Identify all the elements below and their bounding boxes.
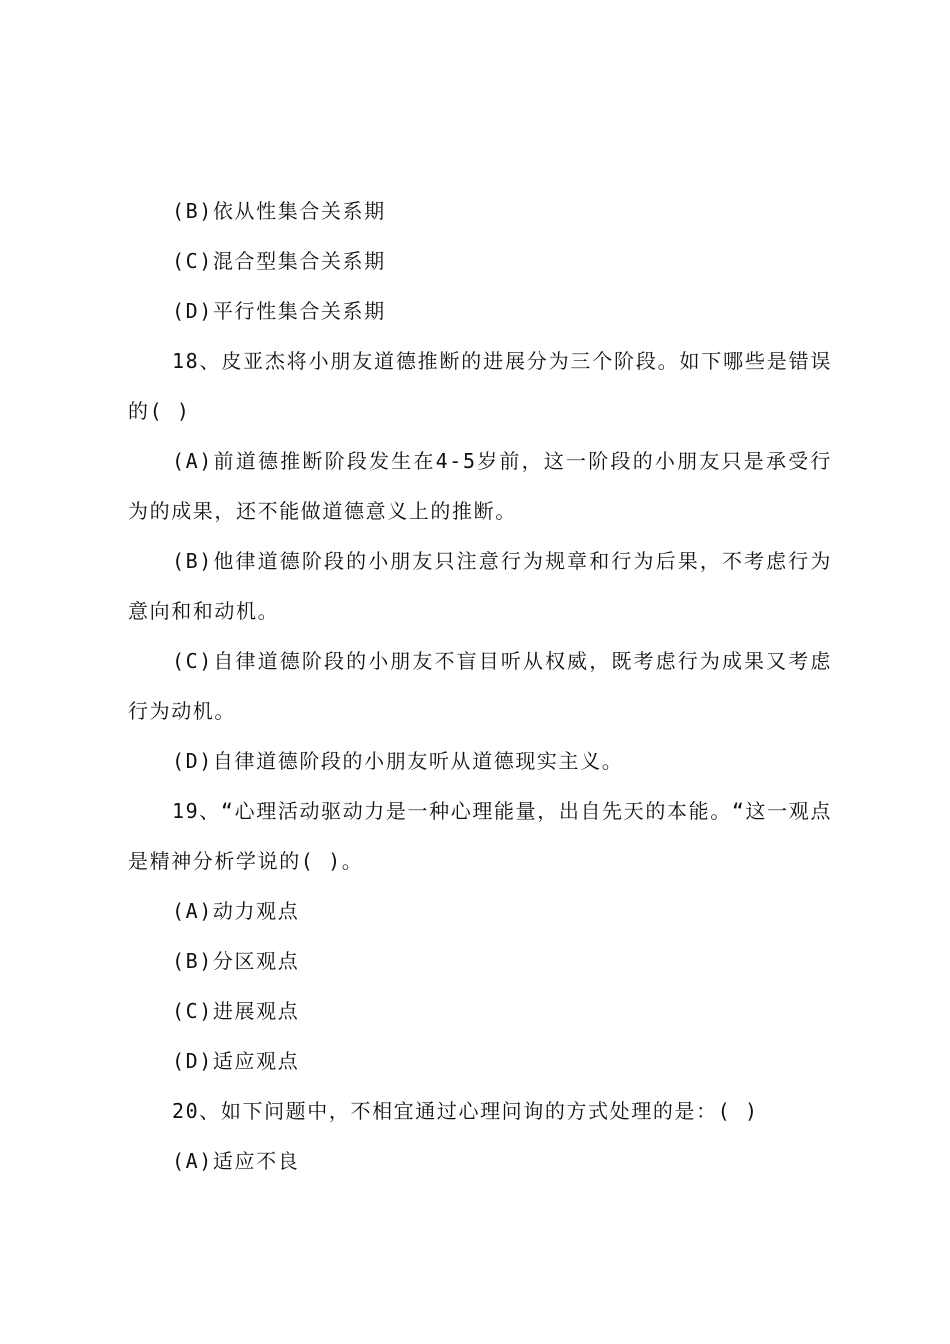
question-20: 20、如下问题中，不相宜通过心理问询的方式处理的是：( ) <box>172 1099 759 1123</box>
option-17c: (C)混合型集合关系期 <box>172 249 386 273</box>
option-18d: (D)自律道德阶段的小朋友听从道德现实主义。 <box>172 749 624 773</box>
option-20a: (A)适应不良 <box>172 1149 300 1173</box>
option-18b: (B)他律道德阶段的小朋友只注意行为规章和行为后果，不考虑行为意向和和动机。 <box>128 549 832 623</box>
option-18c: (C)自律道德阶段的小朋友不盲目听从权威，既考虑行为成果又考虑行为动机。 <box>128 649 832 723</box>
option-19d: (D)适应观点 <box>172 1049 300 1073</box>
document-body <box>128 186 832 1186</box>
question-19: 19、“心理活动驱动力是一种心理能量，出自先天的本能。“这一观点是精神分析学说的( )。 <box>128 799 832 873</box>
option-19c: (C)进展观点 <box>172 999 300 1023</box>
question-18: 18、皮亚杰将小朋友道德推断的进展分为三个阶段。如下哪些是错误的( ) <box>128 349 832 423</box>
option-19a: (A)动力观点 <box>172 899 300 923</box>
option-19b: (B)分区观点 <box>172 949 300 973</box>
option-18a: (A)前道德推断阶段发生在4-5岁前，这一阶段的小朋友只是承受行为的成果，还不能做道德意义上的推断。 <box>128 449 832 523</box>
option-17b: (B)依从性集合关系期 <box>172 199 386 223</box>
option-17d: (D)平行性集合关系期 <box>172 299 386 323</box>
